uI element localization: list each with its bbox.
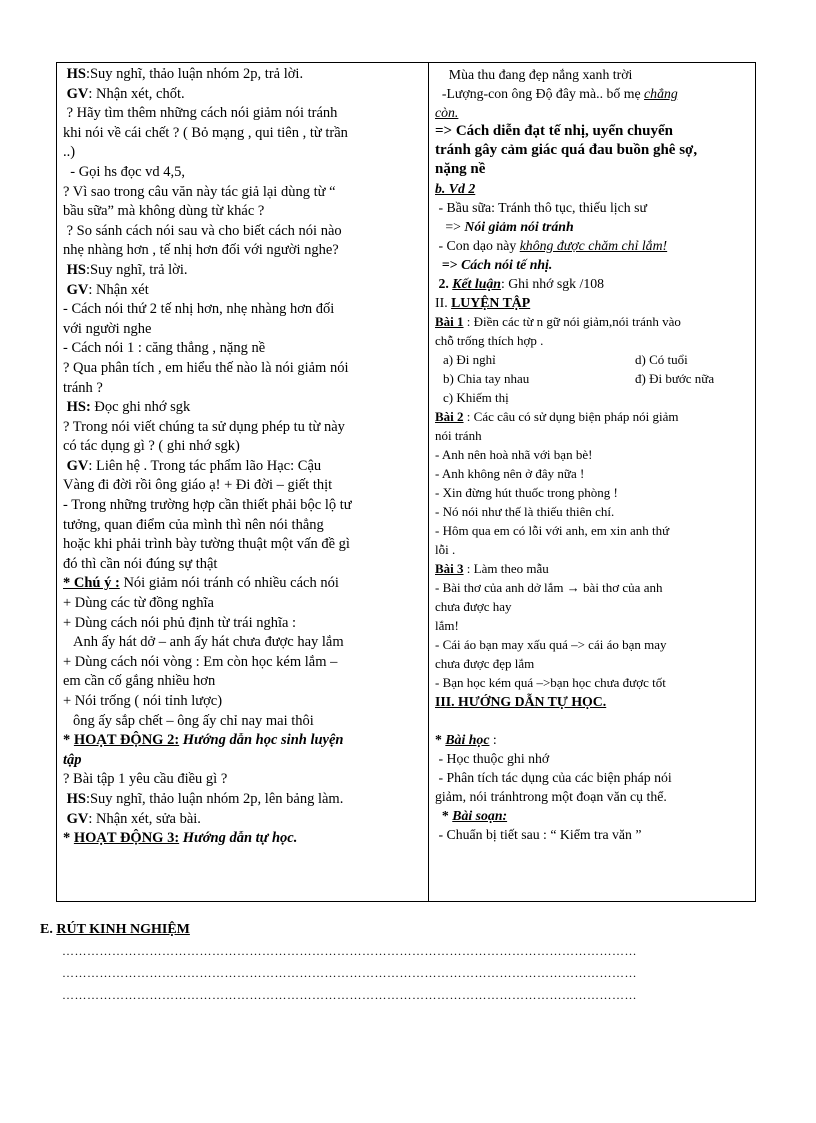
column-divider [428, 63, 429, 901]
line: hoặc khi phải trình bày tường thuật một vấn đề gì [63, 536, 350, 553]
options-row: c) Khiếm thị [443, 390, 509, 405]
line: - Trong những trường hợp cần thiết phải bộc lộ tư [63, 497, 352, 514]
lesson-table [56, 62, 756, 902]
line: - Gọi hs đọc vd 4,5, [70, 163, 186, 180]
line: có tác dụng gì ? ( ghi nhớ sgk) [63, 438, 240, 455]
line: ? So sánh cách nói sau và cho biết cách nói nào [66, 222, 342, 239]
line: - Chuẩn bị tiết sau : “ Kiểm tra văn ” [438, 827, 642, 842]
line: chỗ trống thích hợp . [435, 333, 544, 348]
line: HS:Suy nghĩ, thảo luận nhóm 2p, lên bảng làm. [66, 790, 344, 807]
line: nói tránh [435, 428, 482, 443]
dotted-line: ………………………………………………………………………………………………………………………… [62, 966, 637, 980]
line: - Phân tích tác dụng của các biện pháp nói [438, 770, 672, 785]
line: GV: Nhận xét [66, 281, 149, 298]
activity-heading: * HOẠT ĐỘNG 3: Hướng dẫn tự học. [63, 830, 298, 847]
line: tập [63, 751, 82, 768]
line: Anh ấy hát dở – anh ấy hát chưa được hay lắm [73, 634, 344, 651]
line: - Con dạo này không được chăm chỉ lắm! [438, 238, 668, 253]
line: - Bạn học kém quá –>bạn học chưa được tốt [435, 675, 666, 690]
line: khi nói về cái chết ? ( Bỏ mạng , qui tiên , từ trần [63, 124, 348, 141]
line: ? Bài tập 1 yêu cầu điều gì ? [63, 771, 228, 788]
line: nặng nề [435, 161, 486, 177]
line: + Dùng các từ đồng nghĩa [63, 595, 214, 612]
line: - Bài thơ của anh dở lắm → bài thơ của anh [435, 580, 663, 595]
line: HS: Đọc ghi nhớ sgk [66, 399, 191, 416]
line: GV: Nhận xét, chốt. [66, 85, 185, 102]
line: Bài 3 : Làm theo mẫu [435, 561, 549, 576]
line: tránh gây cảm giác quá đau buồn ghê sợ, [435, 142, 698, 158]
dotted-line: ………………………………………………………………………………………………………………………… [62, 988, 637, 1002]
line: - Hôm qua em có lỗi với anh, em xin anh thứ [435, 523, 670, 538]
line: Vàng đi đời rồi ông giáo ạ! + Đi đời – giết thịt [63, 477, 333, 494]
line: ? Vì sao trong câu văn này tác giả lại dùng từ “ [63, 183, 336, 200]
activity-heading: * HOẠT ĐỘNG 2: Hướng dẫn học sinh luyện [63, 732, 344, 749]
line: + Nói trống ( nói tỉnh lược) [63, 693, 223, 709]
line: + Dùng cách nói vòng : Em còn học kém lắm – [63, 653, 338, 670]
note-line: * Chú ý : Nói giảm nói tránh có nhiều cách nói [63, 575, 339, 592]
line: - Nó nói như thế là thiếu thiên chí. [435, 504, 615, 519]
line: em cần cố gắng nhiều hơn [63, 673, 216, 690]
line: chưa được hay [435, 599, 512, 614]
line: ông ấy sắp chết – ông ấy chỉ nay mai thôi [73, 712, 314, 729]
line: Mùa thu đang đẹp nắng xanh trời [448, 67, 633, 82]
options-row: b) Chia tay nhau đ) Đi bước nữa [443, 371, 715, 386]
dotted-line: ………………………………………………………………………………………………………………………… [62, 944, 637, 958]
line: * Bài soạn: [441, 808, 508, 823]
line: b. Vd 2 [435, 181, 476, 196]
line: - Cách nói thứ 2 tế nhị hơn, nhẹ nhàng hơn đối [63, 301, 335, 318]
line: với người nghe [63, 320, 152, 337]
line: giảm, nói tránhtrong một đoạn văn cụ thể. [435, 789, 667, 804]
line: => Nói giảm nói tránh [445, 219, 574, 234]
line: - Cái áo bạn may xấu quá –> cái áo bạn may [435, 637, 667, 652]
line: lắm! [435, 618, 459, 633]
line: => Cách diễn đạt tế nhị, uyển chuyển [435, 123, 673, 139]
line: -Lượng-con ông Độ đây mà.. bố mẹ chẳng [441, 86, 678, 101]
line: HS:Suy nghĩ, trả lời. [66, 261, 188, 278]
line: GV: Liên hệ . Trong tác phẩm lão Hạc: Cậu [66, 457, 322, 474]
line: lỗi . [435, 542, 456, 557]
line: 2. Kết luận: Ghi nhớ sgk /108 [438, 276, 605, 291]
teacher-activity-column [63, 65, 421, 849]
section-heading: II. LUYỆN TẬP [435, 295, 531, 310]
line: - Cách nói 1 : căng thẳng , nặng nề [63, 340, 266, 357]
line: nhẹ nhàng hơn , tế nhị hơn đối với người nghe? [63, 242, 339, 259]
line: - Anh nên hoà nhã với bạn bè! [435, 447, 593, 462]
line: * Bài học : [435, 732, 497, 747]
line: ..) [63, 144, 76, 161]
line: ? Qua phân tích , em hiểu thế nào là nói giảm nói [63, 359, 349, 376]
line: Bài 2 : Các câu có sử dụng biện pháp nói giảm [435, 409, 679, 424]
experience-section-title: E. RÚT KINH NGHIỆM [40, 922, 190, 937]
content-column [435, 65, 753, 844]
line: HS:Suy nghĩ, thảo luận nhóm 2p, trả lời. [66, 66, 304, 82]
line: đó thì cần nói đúng sự thật [63, 555, 218, 572]
line: => Cách nói tế nhị. [441, 257, 553, 272]
options-row: a) Đi nghỉ d) Có tuổi [443, 352, 688, 367]
line: tưởng, quan điểm của mình thì nên nói thẳng [63, 516, 324, 533]
line: + Dùng cách nói phủ định từ trái nghĩa : [63, 614, 297, 631]
line: còn. [435, 105, 459, 120]
spacer [435, 711, 753, 730]
line: ? Trong nói viết chúng ta sử dụng phép tu từ này [63, 418, 345, 435]
line: - Bầu sữa: Tránh thô tục, thiếu lịch sư [438, 200, 647, 215]
line: GV: Nhận xét, sửa bài. [66, 810, 201, 827]
line: - Học thuộc ghi nhớ [438, 751, 550, 766]
line: ? Hãy tìm thêm những cách nói giảm nói tránh [66, 105, 338, 122]
section-heading: III. HƯỚNG DẪN TỰ HỌC. [435, 694, 607, 709]
line: bầu sữa” mà không dùng từ khác ? [63, 203, 265, 220]
line: chưa được đẹp lắm [435, 656, 535, 671]
line: - Anh không nên ở đây nữa ! [435, 466, 585, 481]
line: Bài 1 : Điền các từ n gữ nói giảm,nói tránh vào [435, 314, 681, 329]
line: tránh ? [63, 379, 103, 396]
line: - Xin đừng hút thuốc trong phòng ! [435, 485, 618, 500]
